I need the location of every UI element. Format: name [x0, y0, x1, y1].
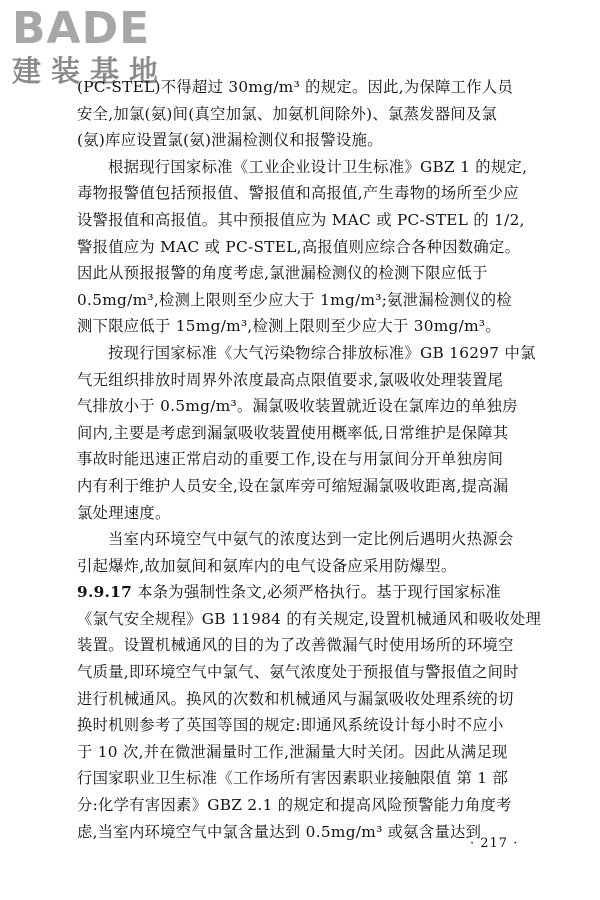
text-line: 气质量,即环境空气中氯气、氨气浓度处于预报值与警报值之间时 — [77, 663, 519, 682]
text-line: 引起爆炸,故加氨间和氨库内的电气设备应采用防爆型。 — [77, 556, 457, 575]
text-line: 气无组织排放时周界外浓度最高点限值要求,氯吸收处理装置尾 — [77, 370, 504, 389]
text-line: 氯处理速度。 — [77, 503, 171, 522]
clause-number: 9.9.17 — [77, 583, 133, 602]
text-line: 分:化学有害因素》GBZ 2.1 的规定和提高风险预警能力角度考 — [77, 796, 512, 815]
text-line: 进行机械通风。换风的次数和机械通风与漏氯吸收处理系统的切 — [77, 689, 514, 708]
text-line: 行国家职业卫生标准《工作场所有害因素职业接触限值 第 1 部 — [77, 769, 509, 788]
watermark-brand: BADE — [12, 3, 151, 54]
watermark-subtitle: 建装基地 — [12, 54, 169, 88]
text-line: 气排放小于 0.5mg/m³。漏氯吸收装置就近设在氯库边的单独房 — [77, 397, 518, 416]
text-line: 《氯气安全规程》GB 11984 的有关规定,设置机械通风和吸收处理 — [77, 609, 542, 628]
text-line: 事故时能迅速正常启动的重要工作,设在与用氯间分开单独房间 — [77, 450, 504, 469]
text-line: 毒物报警值包括预报值、警报值和高报值,产生毒物的场所至少应 — [77, 184, 519, 203]
text-line: 虑,当室内环境空气中氯含量达到 0.5mg/m³ 或氨含量达到 — [77, 822, 482, 841]
text-line: 安全,加氯(氨)间(真空加氯、加氨机间除外)、氯蒸发器间及氯 — [77, 104, 498, 123]
text-line: (PC-STEL)不得超过 30mg/m³ 的规定。因此,为保障工作人员 — [77, 78, 514, 96]
paragraph-start-line: 按现行国家标准《大气污染物综合排放标准》GB 16297 中氯 — [108, 343, 536, 362]
text-line: 因此从预报报警的角度考虑,氯泄漏检测仪的检测下限应低于 — [77, 264, 488, 283]
text-line: (氨)库应设置氯(氨)泄漏检测仪和报警设施。 — [77, 131, 383, 150]
text-line: 装置。设置机械通风的目的为了改善微漏气时使用场所的环境空 — [77, 636, 514, 655]
page-number: · 217 · — [470, 836, 519, 851]
text-line: 间内,主要是考虑到漏氯吸收装置使用概率低,日常维护是保障其 — [77, 423, 509, 442]
paragraph-start-line: 当室内环境空气中氨气的浓度达到一定比例后遇明火热源会 — [108, 530, 514, 549]
body-text — [77, 74, 542, 845]
text-line: 设警报值和高报值。其中预报值应为 MAC 或 PC-STEL 的 1/2, — [77, 210, 525, 229]
text-line: 0.5mg/m³,检测上限则至少应大于 1mg/m³;氨泄漏检测仪的检 — [77, 290, 512, 309]
text-line: 于 10 次,并在微泄漏量时工作,泄漏量大时关闭。因此从满足现 — [77, 742, 508, 761]
text-line: 换时机则参考了英国等国的规定:即通风系统设计每小时不应小 — [77, 716, 504, 735]
text-line: 测下限应低于 15mg/m³,检测上限则至少应大于 30mg/m³。 — [77, 317, 501, 336]
paragraph-start-line: 根据现行国家标准《工业企业设计卫生标准》GBZ 1 的规定, — [108, 157, 528, 176]
text-line: 内有利于维护人员安全,设在氯库旁可缩短漏氯吸收距离,提高漏 — [77, 476, 509, 495]
text-line: 警报值应为 MAC 或 PC-STEL,高报值则应综合各种因数确定。 — [77, 237, 521, 256]
clause-start-line: 9.9.17 本条为强制性条文,必须严格执行。基于现行国家标准 — [77, 583, 502, 602]
